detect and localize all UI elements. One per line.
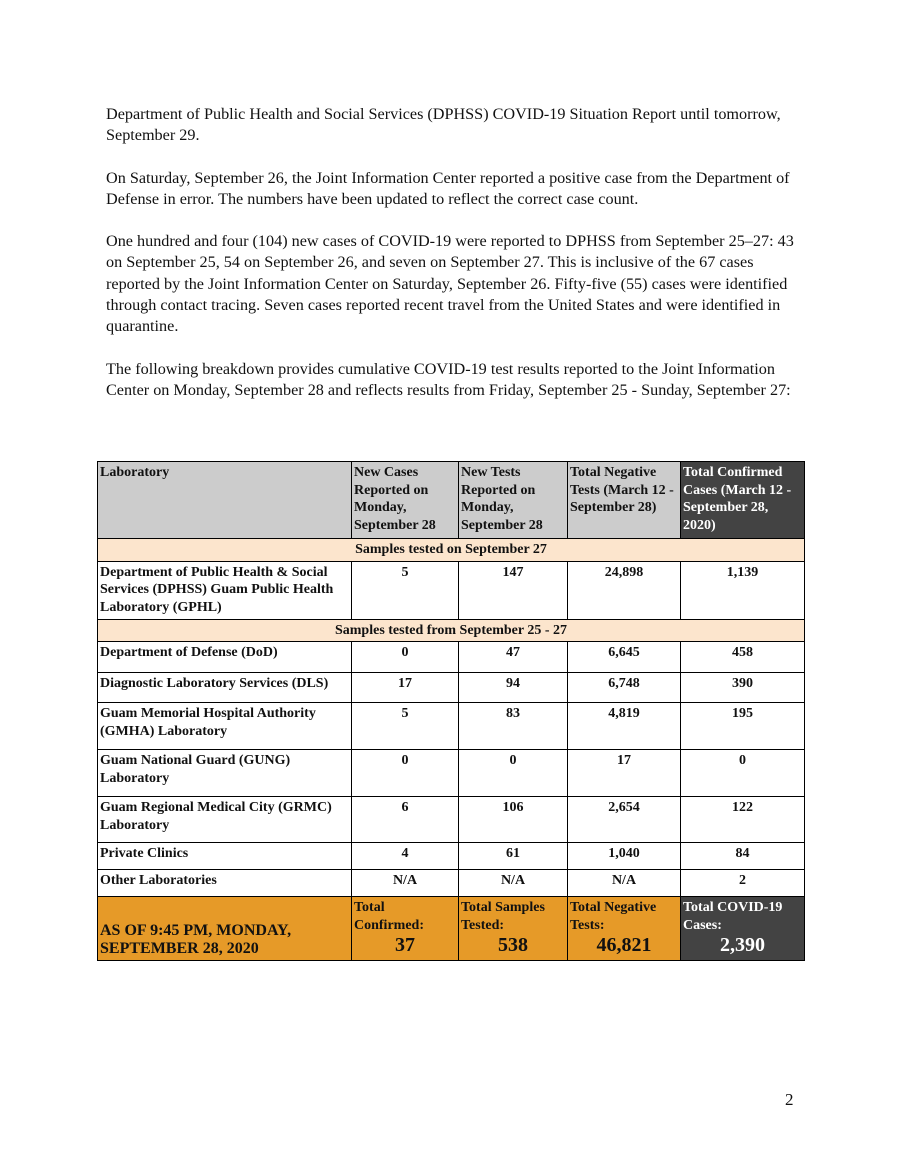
new-cases-cell: 4 (352, 843, 459, 870)
new-cases-cell: N/A (352, 870, 459, 897)
total-confirmed-cell: 390 (681, 673, 805, 703)
new-tests-cell: 147 (459, 561, 568, 619)
table-row (98, 750, 805, 797)
new-cases-cell: 0 (352, 642, 459, 673)
new-cases-cell: 6 (352, 797, 459, 843)
total-negative-cell: 17 (568, 750, 681, 797)
total-confirmed-cell: 195 (681, 703, 805, 750)
table-header-row (98, 462, 805, 539)
new-tests-cell: 94 (459, 673, 568, 703)
table-row (98, 797, 805, 843)
total-negative-cell: 6,645 (568, 642, 681, 673)
lab-name: Guam Memorial Hospital Authority (GMHA) Laboratory (98, 703, 352, 750)
table-row (98, 673, 805, 703)
total-confirmed-label: Total Confirmed: (354, 900, 424, 933)
total-negative-label: Total Negative Tests: (570, 900, 657, 933)
total-negative-summary (568, 897, 681, 961)
table-row (98, 703, 805, 750)
new-cases-cell: 5 (352, 703, 459, 750)
header-new-cases: New Cases Reported on Monday, September 28 (352, 462, 459, 539)
lab-name: Other Laboratories (98, 870, 352, 897)
page-number: 2 (785, 1090, 794, 1109)
lab-name: Diagnostic Laboratory Services (DLS) (98, 673, 352, 703)
table-row (98, 843, 805, 870)
new-cases-cell: 17 (352, 673, 459, 703)
lab-name: Department of Public Health & Social Services (DPHSS) Guam Public Health Laboratory (GPHL) (98, 561, 352, 619)
total-confirmed-cell: 458 (681, 642, 805, 673)
total-negative-cell: 4,819 (568, 703, 681, 750)
lab-name: Guam National Guard (GUNG) Laboratory (98, 750, 352, 797)
total-negative-cell: 1,040 (568, 843, 681, 870)
total-confirmed-value: 37 (395, 934, 415, 956)
section-title-sept27: Samples tested on September 27 (98, 539, 805, 562)
new-tests-cell: 0 (459, 750, 568, 797)
header-total-negative: Total Negative Tests (March 12 - September 28) (568, 462, 681, 539)
section-row (98, 619, 805, 642)
total-confirmed-cell: 122 (681, 797, 805, 843)
section-row (98, 539, 805, 562)
total-negative-cell: 6,748 (568, 673, 681, 703)
new-tests-cell: 47 (459, 642, 568, 673)
test-results-table (97, 461, 805, 961)
total-confirmed-cell: 1,139 (681, 561, 805, 619)
header-total-confirmed: Total Confirmed Cases (March 12 - September 28, 2020) (681, 462, 805, 539)
section-title-sept25-27: Samples tested from September 25 - 27 (98, 619, 805, 642)
total-negative-cell: 2,654 (568, 797, 681, 843)
table-row (98, 561, 805, 619)
total-cases-label: Total COVID-19 Cases: (683, 900, 783, 933)
total-samples-summary (459, 897, 568, 961)
total-negative-value: 46,821 (596, 934, 652, 956)
total-samples-value: 538 (498, 934, 528, 956)
paragraph-correction: On Saturday, September 26, the Joint Information Center reported a positive case from the Department of Defense in error. The numbers have been updated to reflect the correct case count. (106, 168, 790, 208)
total-confirmed-summary (352, 897, 459, 961)
paragraph-breakdown: The following breakdown provides cumulative COVID-19 test results reported to the Joint Information Center on Monday, September 28 and reflects results from Friday, September 25 - Sunday, September 27: (106, 359, 791, 399)
lab-name: Private Clinics (98, 843, 352, 870)
total-confirmed-cell: 84 (681, 843, 805, 870)
total-cases-summary (681, 897, 805, 961)
total-negative-cell: N/A (568, 870, 681, 897)
new-tests-cell: 106 (459, 797, 568, 843)
lab-name: Guam Regional Medical City (GRMC) Laboratory (98, 797, 352, 843)
total-confirmed-cell: 2 (681, 870, 805, 897)
totals-row (98, 897, 805, 961)
table-row (98, 870, 805, 897)
new-cases-cell: 5 (352, 561, 459, 619)
report-body (106, 104, 796, 422)
table-row (98, 642, 805, 673)
header-new-tests: New Tests Reported on Monday, September 28 (459, 462, 568, 539)
total-negative-cell: 24,898 (568, 561, 681, 619)
new-cases-cell: 0 (352, 750, 459, 797)
total-confirmed-cell: 0 (681, 750, 805, 797)
paragraph-new-cases: One hundred and four (104) new cases of COVID-19 were reported to DPHSS from September 25–27: 43 on September 25, 54 on September 26, and seven on September 27. This is inclusive of the 67 cases reported by the Joint Information Center on Saturday, September 26. Fifty-five (55) cases were identified through contact tracing. Seven cases reported recent travel from the United States and were identified in quarantine. (106, 232, 794, 336)
new-tests-cell: 83 (459, 703, 568, 750)
total-cases-value: 2,390 (720, 934, 765, 956)
totals-as-of-label: AS OF 9:45 PM, MONDAY, SEPTEMBER 28, 2020 (98, 897, 352, 961)
paragraph-intro: Department of Public Health and Social Services (DPHSS) COVID-19 Situation Report until tomorrow, September 29. (106, 105, 781, 145)
header-laboratory: Laboratory (98, 462, 352, 539)
new-tests-cell: 61 (459, 843, 568, 870)
new-tests-cell: N/A (459, 870, 568, 897)
lab-name: Department of Defense (DoD) (98, 642, 352, 673)
total-samples-label: Total Samples Tested: (461, 900, 545, 933)
